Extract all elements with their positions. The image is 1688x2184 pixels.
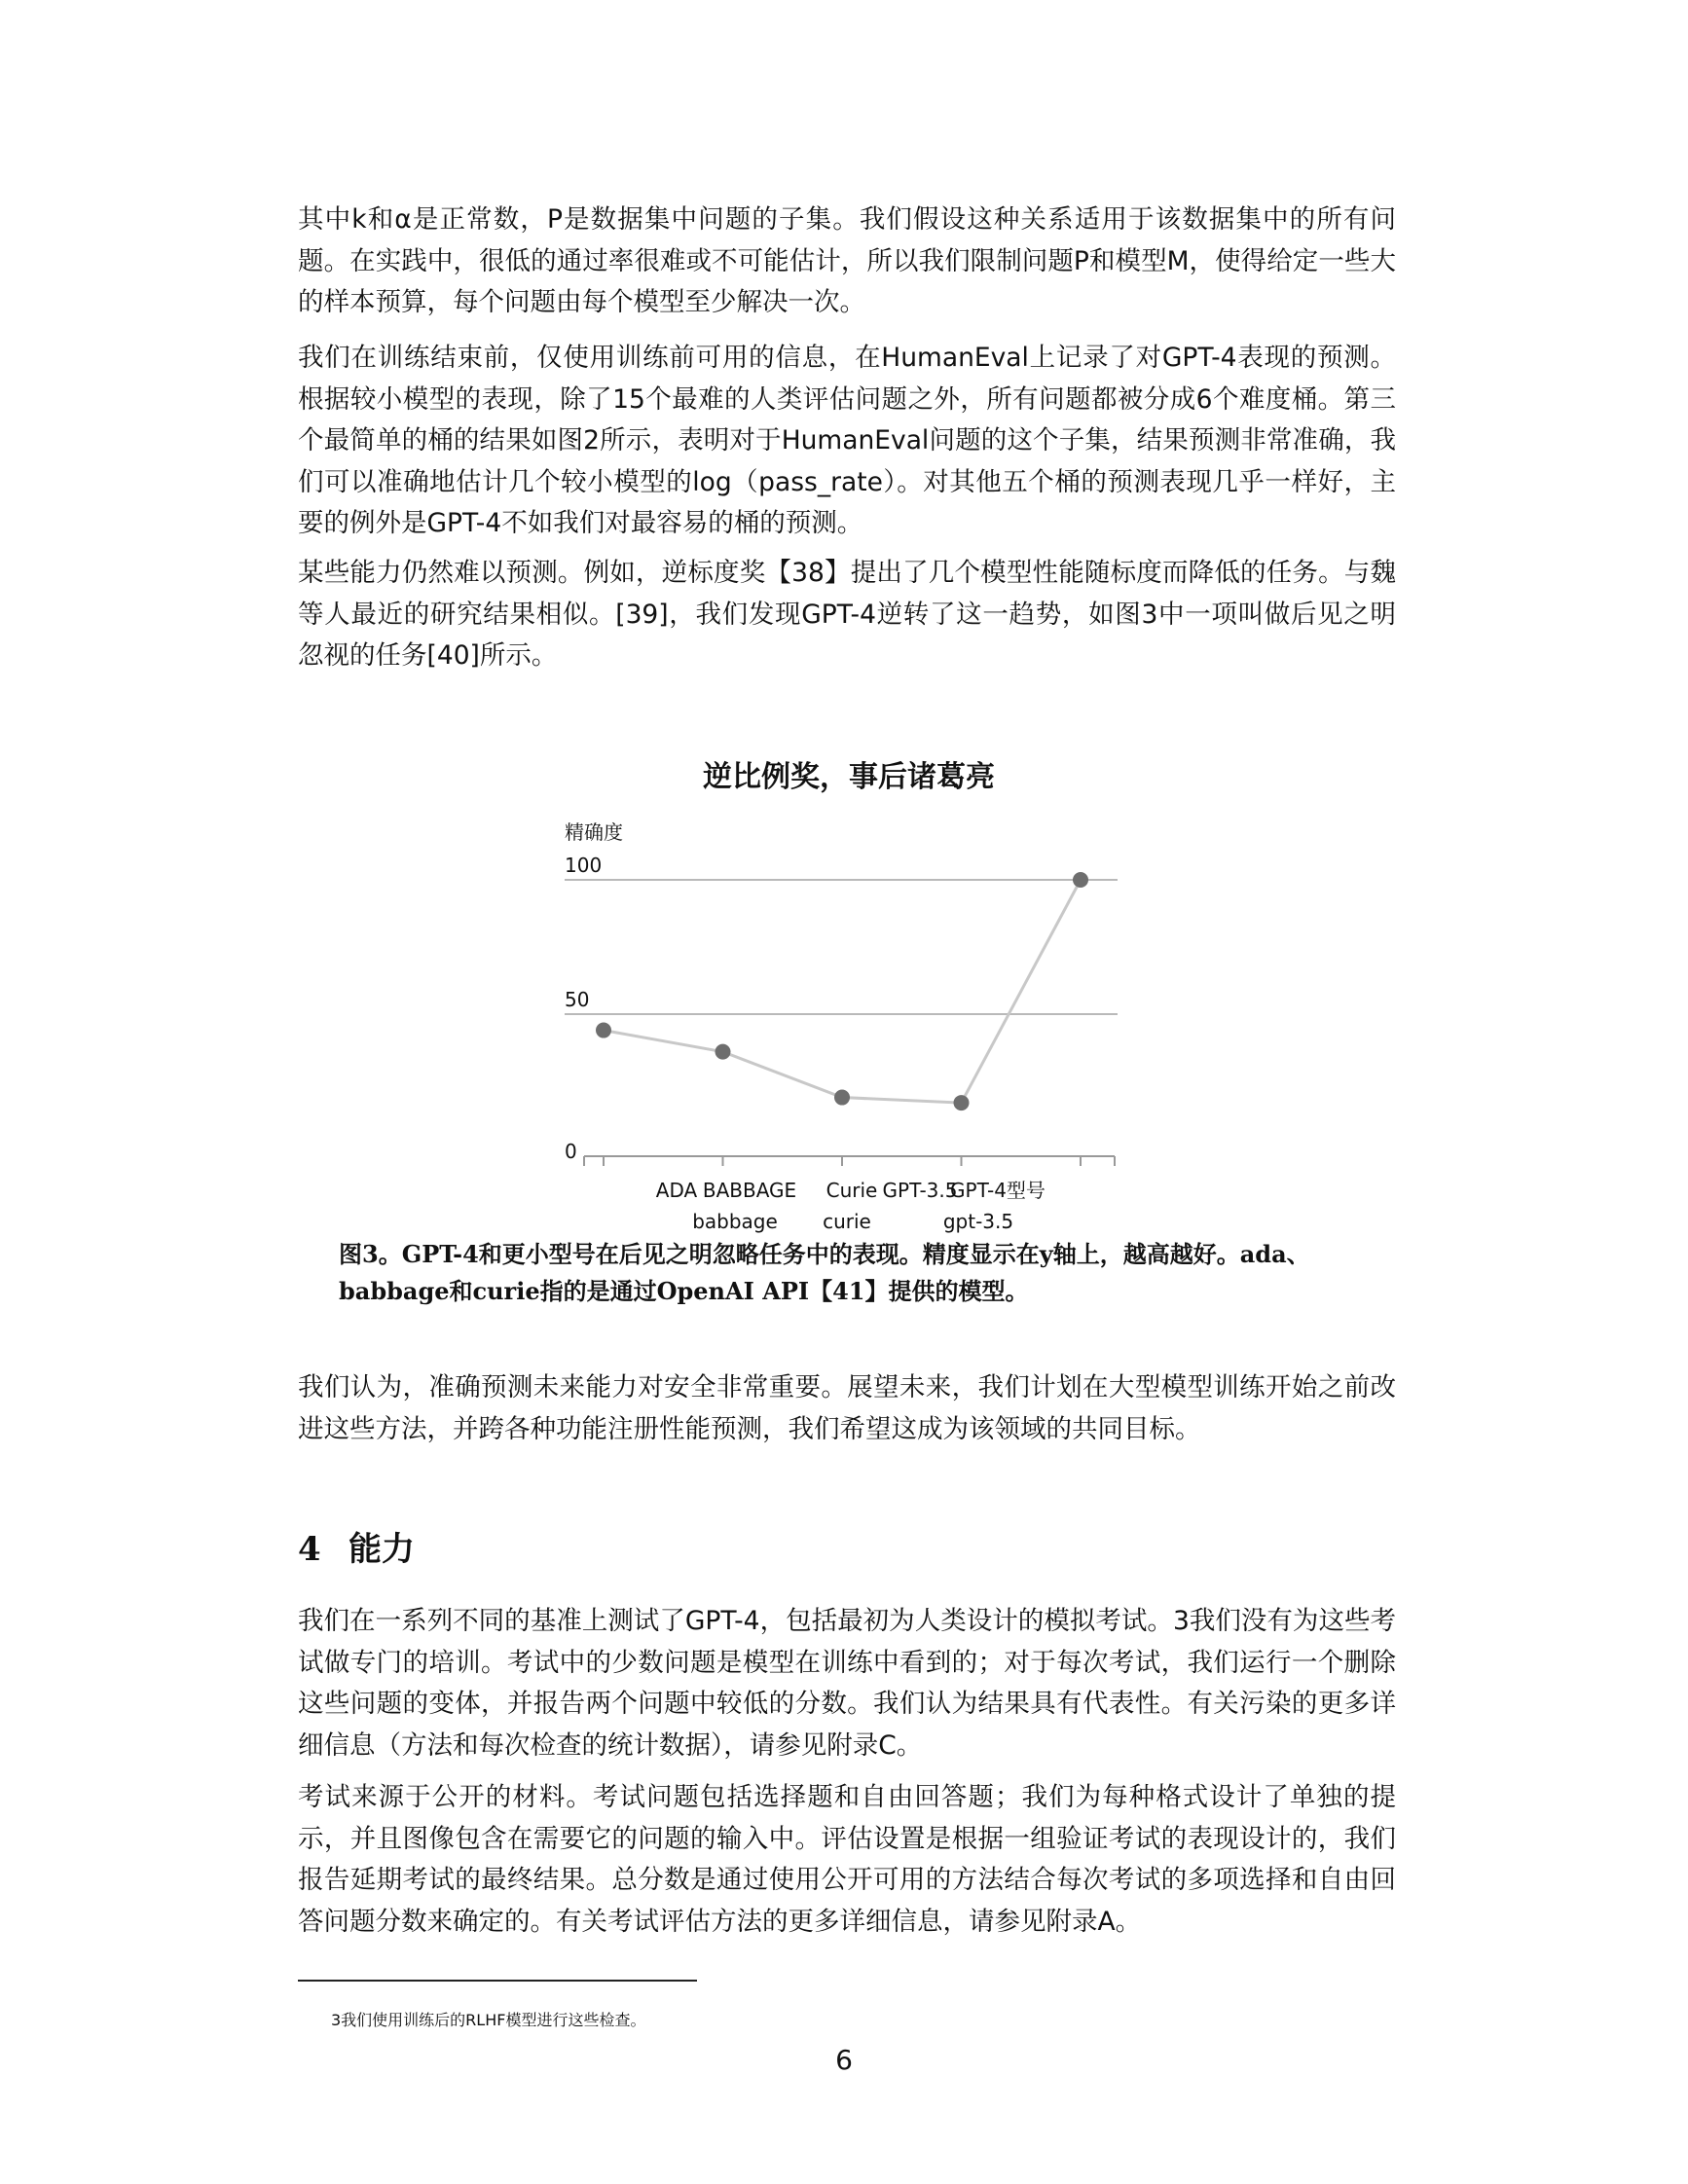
- figure-caption: 图3。GPT-4和更小型号在后见之明忽略任务中的表现。精度显示在y轴上，越高越好。ada、babbage和curie指的是通过OpenAI API【41】提供的模型。: [339, 1240, 1310, 1305]
- x-tick-label-0: ADA: [655, 1179, 698, 1202]
- x-tick-label-3: GPT-3.5: [882, 1179, 958, 1202]
- data-point-0: [596, 1023, 611, 1038]
- section-number: 4: [298, 1530, 321, 1569]
- chart-title: 逆比例奖，事后诸葛亮: [703, 760, 995, 794]
- data-point-1: [716, 1044, 731, 1060]
- x-tick-label-4: GPT-4型号: [950, 1179, 1046, 1202]
- data-point-2: [834, 1090, 850, 1106]
- data-point-3: [954, 1095, 970, 1110]
- series-line-0: [604, 880, 1081, 1103]
- paragraph-5: 我们在一系列不同的基准上测试了GPT-4，包括最初为人类设计的模拟考试。3我们没有为这些考试做专门的培训。考试中的少数问题是模型在训练中看到的；对于每次考试，我们运行一个删除这些问题的变体，并报告两个问题中较低的分数。我们认为结果具有代表性。有关污染的更多详细信息（方法和每次检查的统计数据），请参见附录C。: [298, 1606, 1396, 1761]
- x-tick-label-1: BABBAGE: [702, 1179, 797, 1202]
- y-tick-label-50: 50: [565, 988, 590, 1011]
- paragraph-1: 其中k和α是正常数，P是数据集中问题的子集。我们假设这种关系适用于该数据集中的所有问题。在实践中，很低的通过率很难或不可能估计，所以我们限制问题P和模型M，使得给定一些大的样本预算，每个问题由每个模型至少解决一次。: [298, 204, 1396, 317]
- x-tick-sublabel-2: curie: [823, 1210, 871, 1233]
- footnote: 3我们使用训练后的RLHF模型进行这些检查。: [331, 2011, 646, 2029]
- y-tick-label-0: 0: [565, 1140, 577, 1163]
- x-tick-sublabel-4: gpt-3.5: [942, 1210, 1014, 1233]
- data-point-4: [1073, 872, 1088, 888]
- x-tick-sublabel-1: babbage: [692, 1210, 778, 1233]
- paragraph-6: 考试来源于公开的材料。考试问题包括选择题和自由回答题；我们为每种格式设计了单独的提示，并且图像包含在需要它的问题的输入中。评估设置是根据一组验证考试的表现设计的，我们报告延期考试的最终结果。总分数是通过使用公开可用的方法结合每次考试的多项选择和自由回答问题分数来确定的。有关考试评估方法的更多详细信息，请参见附录A。: [298, 1782, 1396, 1937]
- paragraph-2: 我们在训练结束前，仅使用训练前可用的信息，在HumanEval上记录了对GPT-4表现的预测。根据较小模型的表现，除了15个最难的人类评估问题之外，所有问题都被分成6个难度桶。第三个最简单的桶的结果如图2所示，表明对于HumanEval问题的这个子集，结果预测非常准确，我们可以准确地估计几个较小模型的log（pass_rate）。对其他五个桶的预测表现几乎一样好，主要的例外是GPT-4不如我们对最容易的桶的预测。: [298, 343, 1396, 538]
- y-tick-label-100: 100: [565, 854, 603, 877]
- figure-3: [487, 740, 1188, 1246]
- y-axis-label: 精确度: [565, 820, 623, 844]
- x-tick-label-2: Curie: [826, 1179, 878, 1202]
- page-number: 6: [835, 2044, 853, 2076]
- footnote-divider: [298, 1980, 697, 1982]
- section-heading: [298, 1522, 415, 1570]
- paragraph-3: 某些能力仍然难以预测。例如，逆标度奖【38】提出了几个模型性能随标度而降低的任务。与魏等人最近的研究结果相似。[39]，我们发现GPT-4逆转了这一趋势，如图3中一项叫做后见之明忽视的任务[40]所示。: [298, 558, 1396, 671]
- inverse-scaling-chart: [487, 740, 1188, 1246]
- paragraph-4: 我们认为，准确预测未来能力对安全非常重要。展望未来，我们计划在大型模型训练开始之前改进这些方法，并跨各种功能注册性能预测，我们希望这成为该领域的共同目标。: [298, 1372, 1396, 1444]
- section-title: 能力: [349, 1530, 415, 1569]
